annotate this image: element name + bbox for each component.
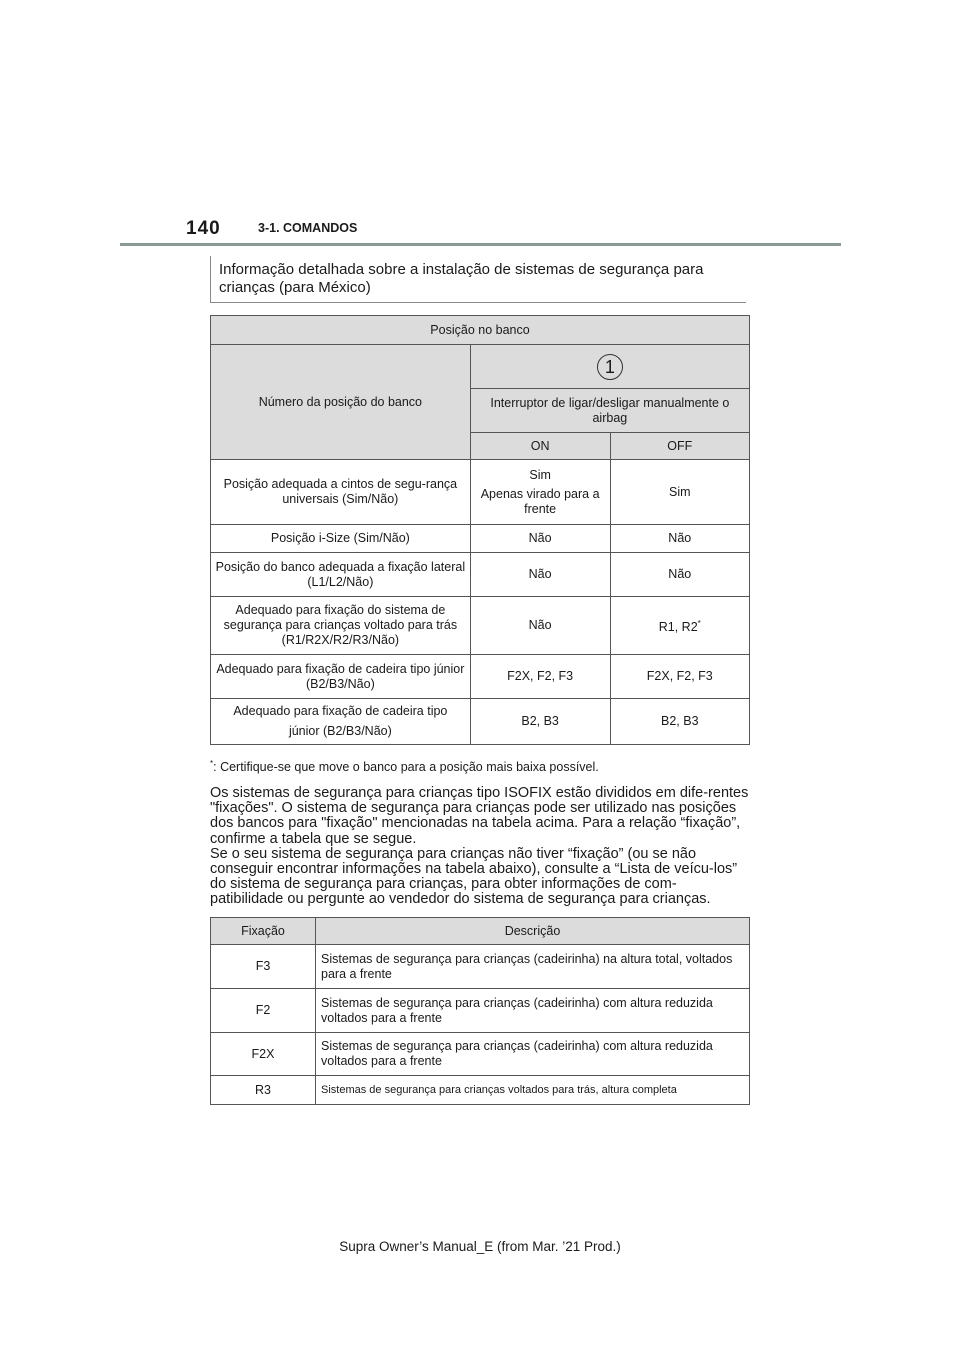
seat-number-label: Número da posição do banco <box>211 345 471 460</box>
on-value: F2X, F2, F3 <box>470 655 610 699</box>
on-value <box>470 460 610 525</box>
page-number: 140 <box>186 218 221 239</box>
seat-number-badge: 1 <box>597 354 623 380</box>
manual-footer: Supra Owner’s Manual_E (from Mar. ’21 Prod.) <box>339 1239 621 1254</box>
table-row <box>211 699 750 745</box>
table-row <box>211 553 750 597</box>
table-row <box>211 1033 750 1076</box>
position-header: Posição no banco <box>211 316 750 345</box>
row-label-line: júnior (B2/B3/Não) <box>288 724 392 738</box>
off-value: F2X, F2, F3 <box>610 655 749 699</box>
body-text <box>210 786 750 908</box>
fixation-table <box>210 917 750 1105</box>
row-label: Posição i-Size (Sim/Não) <box>211 525 471 553</box>
off-value: B2, B3 <box>610 699 749 745</box>
table-row <box>211 655 750 699</box>
section-title: 3-1. COMANDOS <box>258 221 358 235</box>
fixation-description: Sistemas de segurança para crianças (cadeirinha) com altura reduzida voltados para a frente <box>316 989 750 1033</box>
row-label-line: Adequado para fixação de cadeira tipo <box>233 704 448 718</box>
on-value: B2, B3 <box>470 699 610 745</box>
airbag-switch-label: Interruptor de ligar/desligar manualmente o airbag <box>470 389 749 433</box>
row-label: Posição do banco adequada a fixação lateral (L1/L2/Não) <box>211 553 471 597</box>
header-divider <box>120 243 841 246</box>
fixation-description: Sistemas de segurança para crianças (cadeirinha) na altura total, voltados para a frente <box>316 945 750 989</box>
fixation-description: Sistemas de segurança para crianças voltados para trás, altura completa <box>316 1076 750 1105</box>
fixation-code: F2 <box>211 989 316 1033</box>
fixation-code: F3 <box>211 945 316 989</box>
off-value: Não <box>610 553 749 597</box>
fixation-description: Sistemas de segurança para crianças (cadeirinha) com altura reduzida voltados para a frente <box>316 1033 750 1076</box>
table-row <box>211 1076 750 1105</box>
seat-number-cell <box>470 345 749 389</box>
on-header: ON <box>470 433 610 460</box>
footnote-mark: * <box>210 759 214 768</box>
on-value: Não <box>470 553 610 597</box>
row-label: Adequado para fixação de cadeira tipo júnior (B2/B3/Não) <box>211 655 471 699</box>
row-label <box>211 699 471 745</box>
fixation-code: R3 <box>211 1076 316 1105</box>
fixation-column-header: Fixação <box>211 918 316 945</box>
intro-heading: Informação detalhada sobre a instalação de sistemas de segurança para crianças (para México) <box>210 256 746 303</box>
fixation-code: F2X <box>211 1033 316 1076</box>
on-value-main: Sim <box>529 467 551 482</box>
on-value: Não <box>470 597 610 655</box>
table-row <box>211 989 750 1033</box>
off-value: Sim <box>610 460 749 525</box>
table-row <box>211 597 750 655</box>
footnote-mark: * <box>697 618 701 628</box>
table-row <box>211 945 750 989</box>
table-row <box>211 525 750 553</box>
body-paragraph: Os sistemas de segurança para crianças tipo ISOFIX estão divididos em dife-rentes "fixações". O sistema de segurança para crianças pode ser utilizado nas posições dos bancos para "fixação" mencionadas na tabela acima. Para a relação “fixação”, confirme a tabela que se segue. <box>210 785 749 847</box>
off-value: Não <box>610 525 749 553</box>
seat-position-table <box>210 315 750 745</box>
footnote <box>210 759 599 774</box>
off-value-text: R1, R2 <box>658 620 698 635</box>
off-header: OFF <box>610 433 749 460</box>
row-label: Adequado para fixação do sistema de segurança para crianças voltado para trás (R1/R2X/R2/R3/Não) <box>211 597 471 655</box>
row-label: Posição adequada a cintos de segu-rança universais (Sim/Não) <box>211 460 471 525</box>
on-value: Não <box>470 525 610 553</box>
off-value <box>610 597 749 655</box>
description-column-header: Descrição <box>316 918 750 945</box>
footnote-text: : Certifique-se que move o banco para a posição mais baixa possível. <box>213 760 599 775</box>
table-row <box>211 460 750 525</box>
on-value-note: Apenas virado para a frente <box>480 486 600 516</box>
body-paragraph: Se o seu sistema de segurança para crianças não tiver “fixação” (ou se não conseguir encontrar informações na tabela abaixo), consulte a “Lista de veícu-los” do sistema de segurança para crianças, para obter informações de com-patibilidade ou pergunte ao vendedor do sistema de segurança para crianças. <box>210 845 738 908</box>
